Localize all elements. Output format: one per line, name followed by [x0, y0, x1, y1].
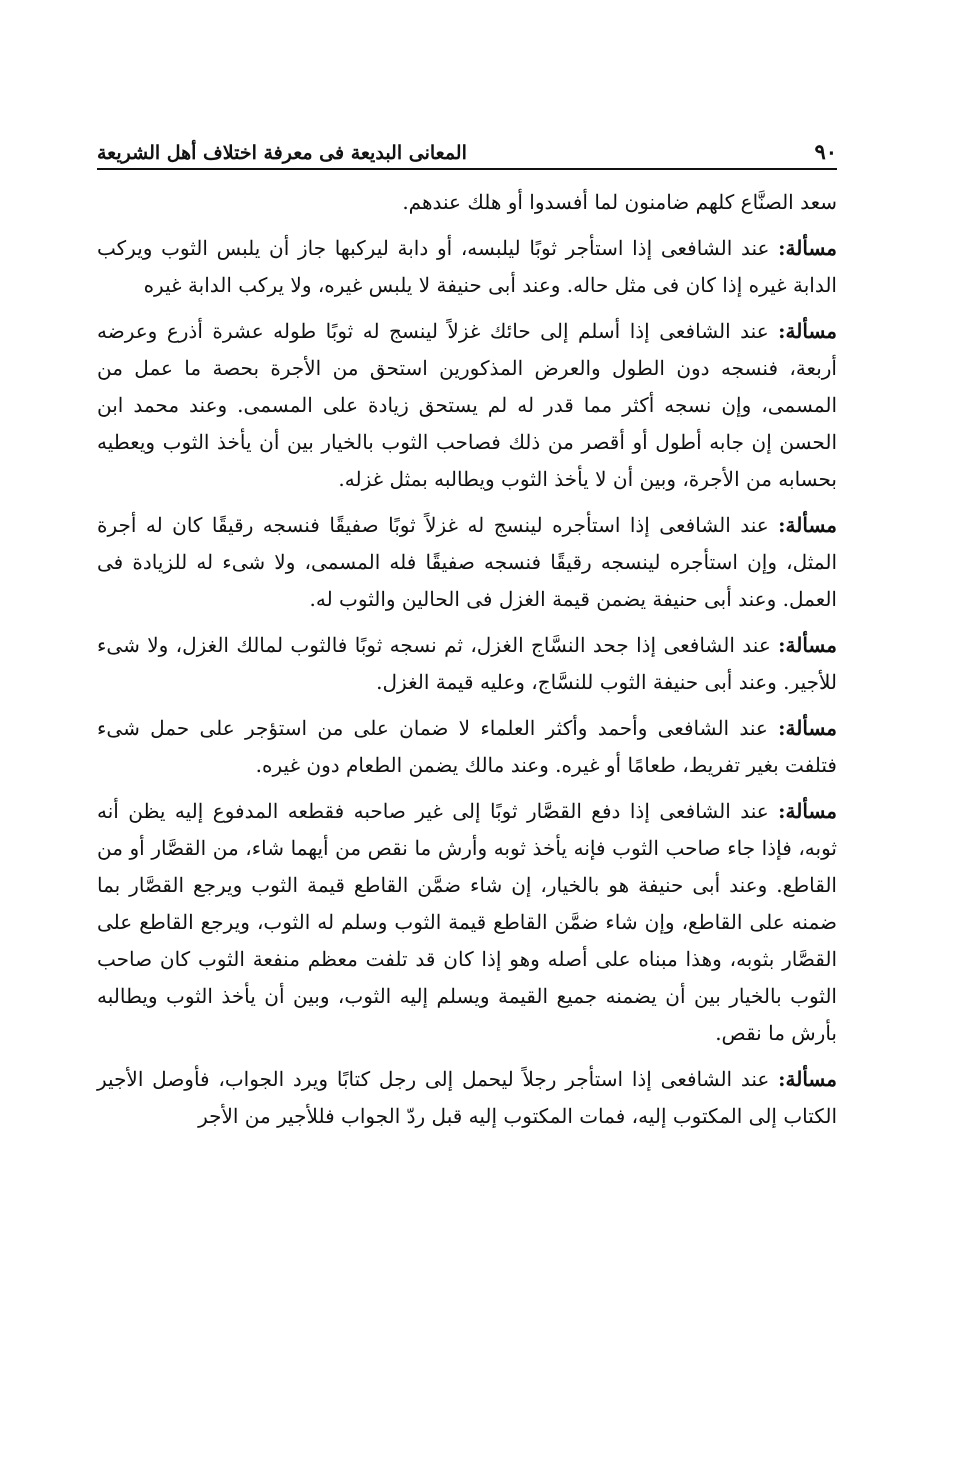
- issue-label: مسألة:: [778, 716, 838, 740]
- running-header: [97, 130, 837, 170]
- page-body: [97, 184, 837, 1135]
- issue-label: مسألة:: [778, 1067, 837, 1091]
- paragraph-text: عند الشافعى إذا أسلم إلى حائك غزلاً لينسج له ثوبًا طوله عشرة أذرع وعرضه أربعة، فنسجه دون الطول والعرض المذكورين استحق من الأجرة بحصة ما عمل من المسمى، وإن نسجه أكثر مما قدر له لم يستحق زيادة على المسمى. وعند محمد ابن الحسن إن جابه أطول أو أقصر من ذلك فصاحب الثوب بالخيار بين أن يأخذ الثوب ويعطيه بحسابه من الأجرة، وبين أن لا يأخذ الثوب ويطالبه بمثل غزله.: [97, 319, 837, 491]
- book-title: المعانى البديعة فى معرفة اختلاف أهل الشريعة: [97, 142, 467, 164]
- issue-label: مسألة:: [778, 319, 838, 343]
- paragraph: [97, 313, 837, 498]
- paragraph-text: عند الشافعى وأحمد وأكثر العلماء لا ضمان على من استؤجر على حمل شىء فتلفت بغير تفريط، طعامًا أو غيره. وعند مالك يضمن الطعام دون غيره.: [97, 716, 837, 777]
- paragraph-text: عند الشافعى إذا دفع القصَّار ثوبًا إلى غير صاحبه فقطعه المدفوع إليه يظن أنه ثوبه، فإذا جاء صاحب الثوب فإنه يأخذ ثوبه وأرش ما نقص من أيهما شاء، من القصَّار أو من القاطع. وعند أبى حنيفة هو بالخيار، إن شاء ضمَّن القاطع قيمة الثوب ويرجع القصَّار بما ضمنه على القاطع، وإن شاء ضمَّن القاطع قيمة الثوب وسلم له الثوب، ويرجع القاطع على القصَّار بثوبه، وهذا مبناه على أصله وهو إذا كان قد تلفت معظم منفعة الثوب كان صاحب الثوب بالخيار بين أن يضمنه جميع القيمة ويسلم إليه الثوب، وبين أن يأخذ الثوب ويطالبه بأرش ما نقص.: [97, 799, 837, 1045]
- paragraph-text: عند الشافعى إذا استأجر ثوبًا ليلبسه، أو دابة ليركبها جاز أن يلبس الثوب ويركب الدابة غيره إذا كان فى مثل حاله. وعند أبى حنيفة لا يلبس غيره، ولا يركب الدابة غيره: [97, 236, 837, 297]
- issue-label: مسألة:: [778, 513, 838, 537]
- paragraph-text: سعد الصنَّاع كلهم ضامنون لما أفسدوا أو هلك عندهم.: [402, 190, 837, 214]
- issue-label: مسألة:: [778, 799, 838, 823]
- page-number: ٩٠: [814, 139, 837, 164]
- paragraph: [97, 793, 837, 1052]
- paragraph: [97, 507, 837, 618]
- paragraph-text: عند الشافعى إذا استأجر رجلاً ليحمل إلى رجل كتابًا ويرد الجواب، فأوصل الأجير الكتاب إلى المكتوب إليه، فمات المكتوب إليه قبل ردّ الجواب فللأجير من الأجر: [97, 1067, 837, 1128]
- document-page: [97, 130, 837, 1144]
- issue-label: مسألة:: [778, 633, 837, 657]
- issue-label: مسألة:: [778, 236, 838, 260]
- paragraph: [97, 184, 837, 221]
- paragraph: [97, 710, 837, 784]
- paragraph: [97, 627, 837, 701]
- paragraph-text: عند الشافعى إذا استأجره لينسج له غزلاً ثوبًا صفيقًا فنسجه رقيقًا كان له أجرة المثل، وإن استأجره لينسجه رقيقًا فنسجه صفيقًا فله المسمى، ولا شىء له للزيادة فى العمل. وعند أبى حنيفة يضمن قيمة الغزل فى الحالين والثوب له.: [97, 513, 837, 611]
- paragraph: [97, 1061, 837, 1135]
- paragraph: [97, 230, 837, 304]
- paragraph-text: عند الشافعى إذا جحد النسَّاج الغزل، ثم نسجه ثوبًا فالثوب لمالك الغزل، ولا شىء للأجير. وعند أبى حنيفة الثوب للنسَّاج، وعليه قيمة الغزل.: [97, 633, 837, 694]
